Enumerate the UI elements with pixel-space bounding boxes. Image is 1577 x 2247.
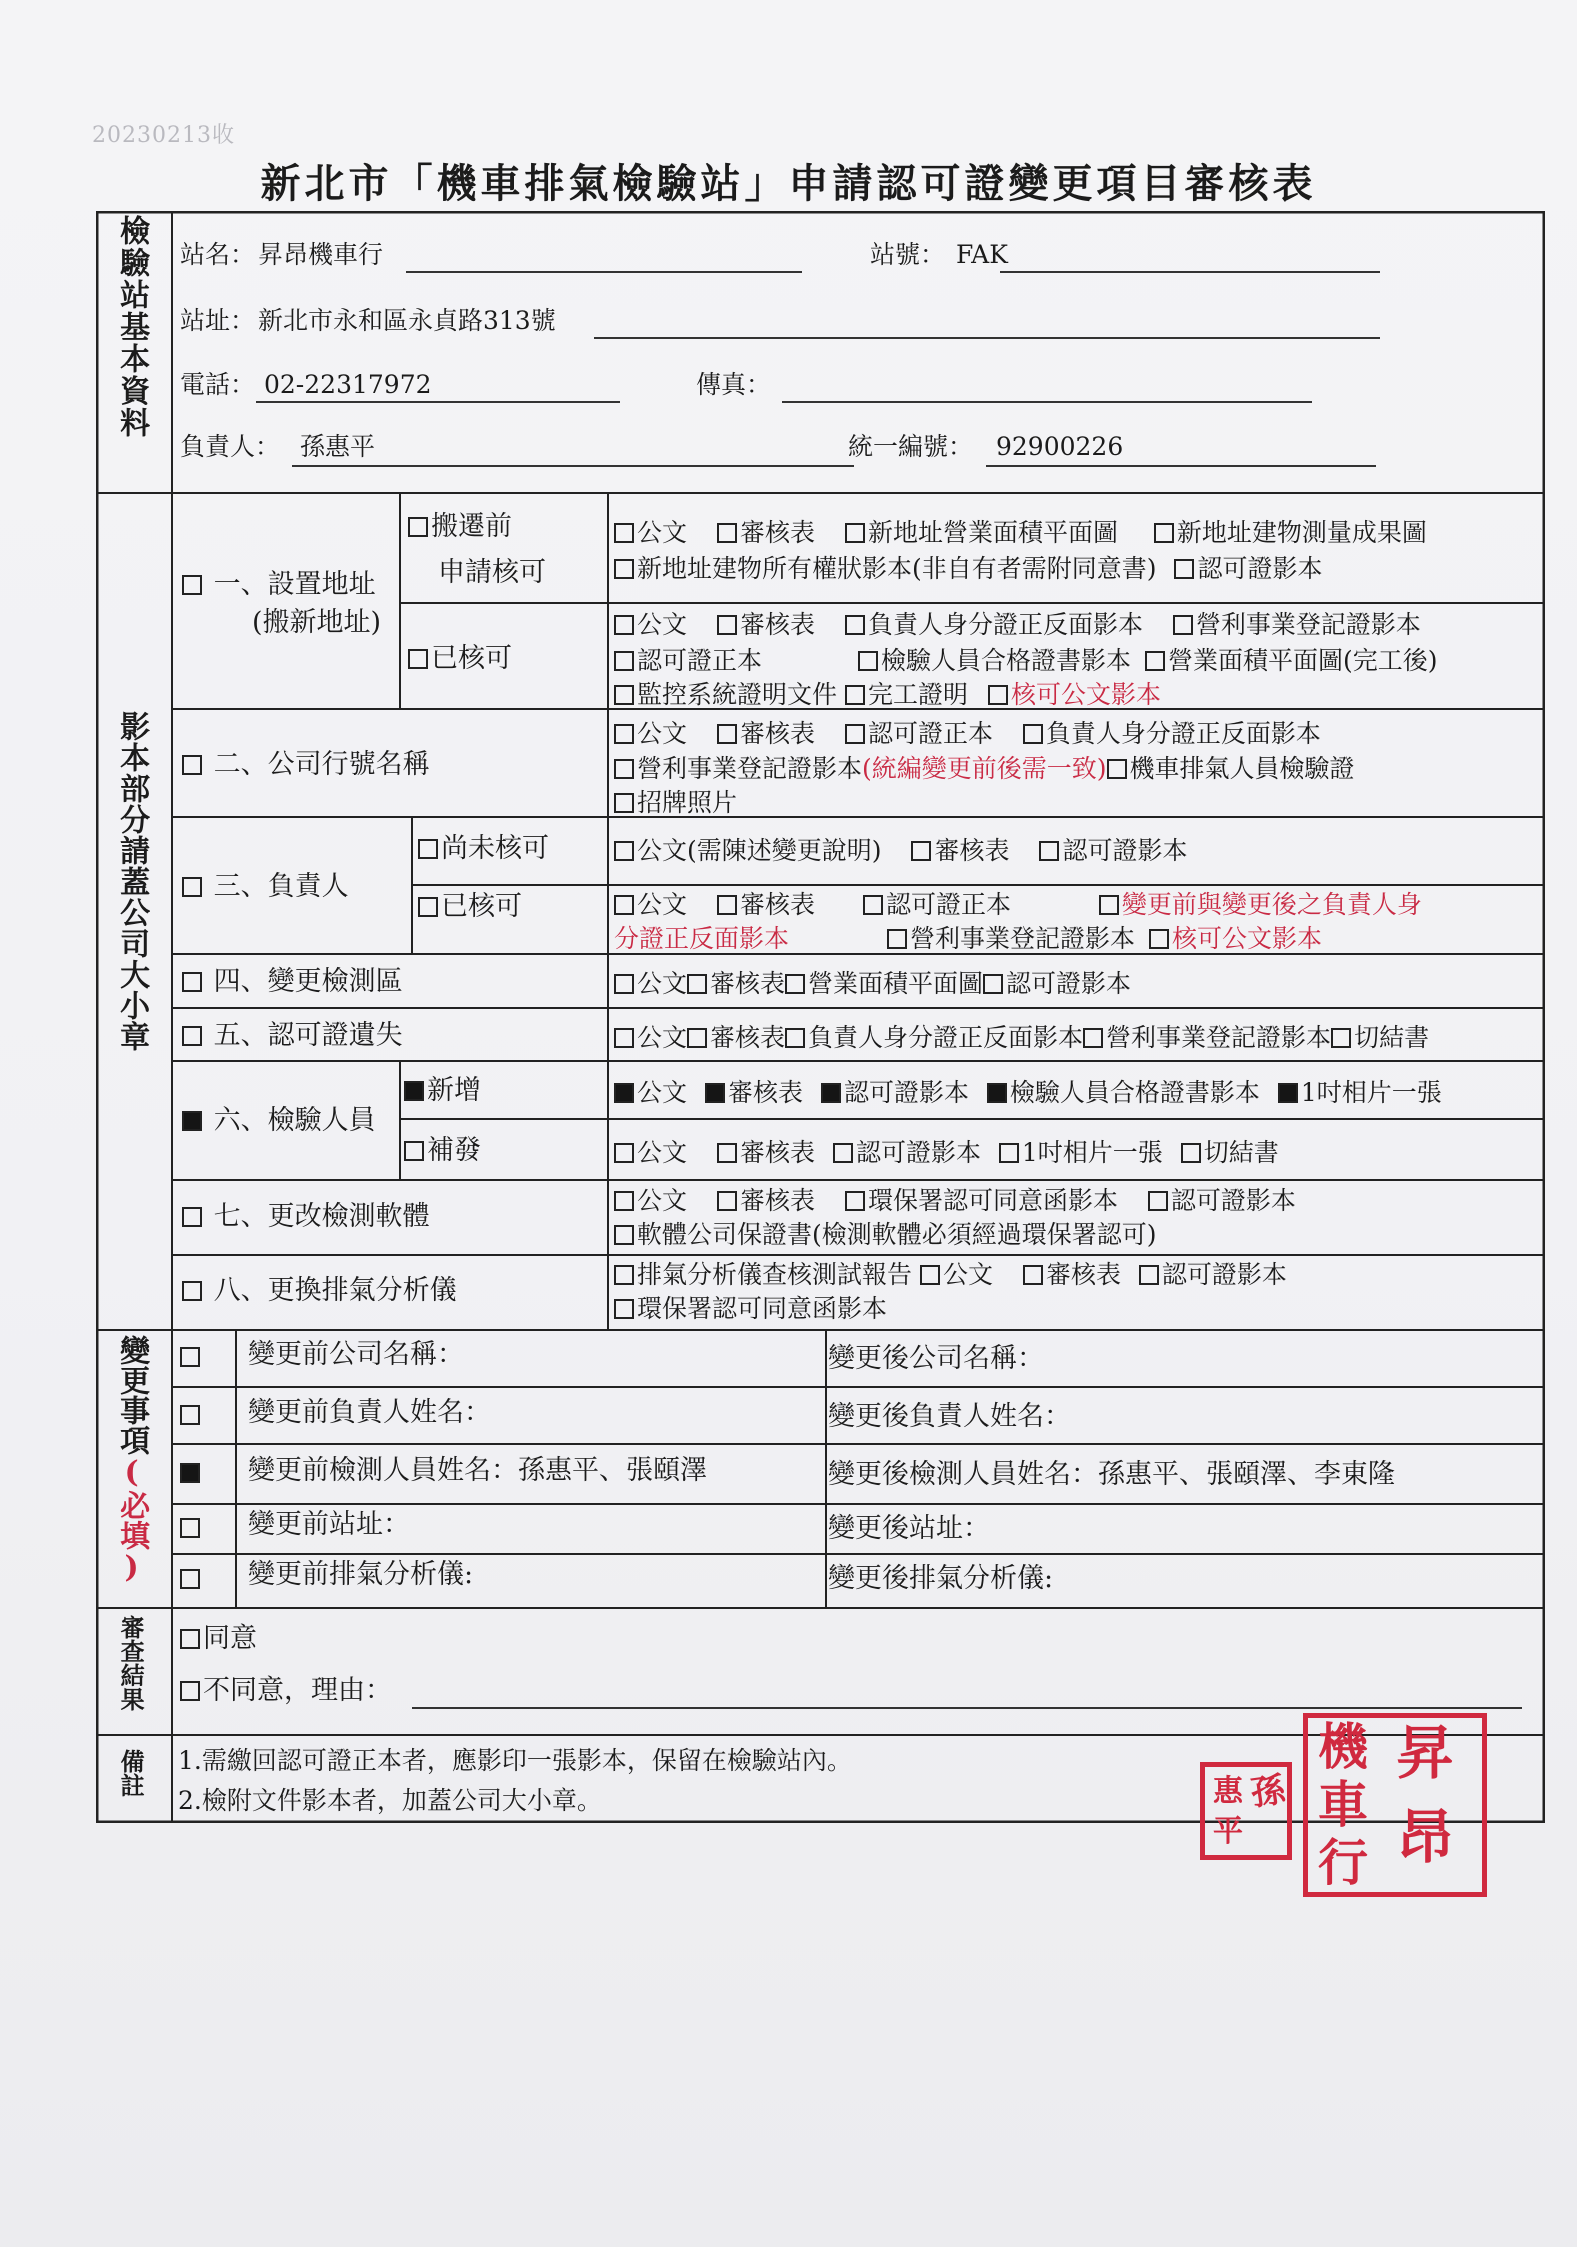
- doc-label: 公文: [637, 1186, 688, 1215]
- phone-underline: [256, 401, 620, 403]
- item1-sub-a-docs-line1: [614, 519, 1427, 548]
- item1-sub-b-checkbox[interactable]: [408, 649, 428, 669]
- station-name-label: 站名：: [180, 240, 256, 269]
- doc-checkbox[interactable]: [845, 1191, 865, 1211]
- doc-label: 審核表: [739, 719, 815, 748]
- item6-sub-a: [404, 1075, 481, 1106]
- item1-checkbox[interactable]: [182, 575, 202, 595]
- doc-label-red: 核可公文影本: [1010, 680, 1161, 709]
- change-row-analyzer: [180, 1563, 203, 1594]
- change-row-checkbox-checked[interactable]: [180, 1463, 200, 1483]
- doc-checkbox[interactable]: [785, 1028, 805, 1048]
- changes-required-text: (必填): [114, 1455, 150, 1585]
- item7-label: 七、更改檢測軟體: [213, 1201, 430, 1232]
- item7-docs-line1: [614, 1187, 1296, 1216]
- doc-label: 公文: [637, 890, 688, 919]
- basic-info-section-label: [114, 215, 154, 439]
- doc-label: 營利事業登記證影本: [1106, 1023, 1332, 1052]
- doc-label: 公文: [637, 719, 688, 748]
- doc-checkbox[interactable]: [687, 1028, 707, 1048]
- owner-underline: [292, 465, 854, 467]
- changes-required-word: 必填: [114, 1490, 150, 1550]
- reason-underline: [412, 1707, 1522, 1709]
- disagree-label: 不同意，理由：: [203, 1675, 392, 1706]
- item1-sub-a-docs-line2: [614, 555, 1322, 584]
- item7-checkbox[interactable]: [182, 1207, 202, 1227]
- doc-label: 營利事業登記證影本: [1195, 610, 1421, 639]
- doc-checkbox-checked[interactable]: [821, 1083, 841, 1103]
- item1-row: [182, 569, 376, 600]
- station-name-value[interactable]: 昇昂機車行: [258, 240, 384, 269]
- change-row-owner: [180, 1399, 203, 1430]
- item3-checkbox[interactable]: [182, 877, 202, 897]
- doc-checkbox[interactable]: [845, 615, 865, 635]
- doc-label: 認可證正本: [867, 719, 993, 748]
- doc-checkbox[interactable]: [999, 1143, 1019, 1163]
- doc-checkbox[interactable]: [833, 1143, 853, 1163]
- change-row-checkbox[interactable]: [180, 1405, 200, 1425]
- doc-label: 1吋相片一張: [1021, 1138, 1163, 1167]
- doc-checkbox[interactable]: [614, 974, 634, 994]
- doc-label: 營利事業登記證影本: [909, 924, 1135, 953]
- doc-checkbox[interactable]: [1023, 1265, 1043, 1285]
- item1-sub-a-label: 搬遷前: [431, 511, 512, 542]
- review-section-label: [116, 1615, 156, 1711]
- item8-docs-line2: [614, 1295, 887, 1324]
- notes-section-label: [116, 1749, 156, 1797]
- doc-label: 營業面積平面圖: [808, 969, 984, 998]
- doc-label: 營業面積平面圖(完工後): [1167, 646, 1438, 675]
- doc-checkbox-checked[interactable]: [705, 1083, 725, 1103]
- copies-section-text: 影本部分請蓋公司大小章: [114, 711, 150, 1052]
- item6-sub-b-docs: [614, 1139, 1279, 1168]
- doc-checkbox[interactable]: [614, 724, 634, 744]
- doc-label: 審核表: [739, 1186, 815, 1215]
- doc-checkbox[interactable]: [717, 895, 737, 915]
- item6-sub-b-checkbox[interactable]: [404, 1141, 424, 1161]
- doc-label: 認可證影本: [1161, 1260, 1287, 1289]
- doc-checkbox[interactable]: [1181, 1143, 1201, 1163]
- item3-sub-b-docs-line2: [614, 925, 1322, 954]
- station-name-underline: [406, 271, 802, 273]
- doc-checkbox[interactable]: [1145, 651, 1165, 671]
- change-after-owner: 變更後負責人姓名：: [828, 1401, 1071, 1432]
- doc-checkbox[interactable]: [1331, 1028, 1351, 1048]
- doc-checkbox[interactable]: [1023, 724, 1043, 744]
- phone-label: 電話：: [180, 370, 256, 399]
- item3-sub-b-docs-line1: [614, 891, 1422, 920]
- doc-checkbox[interactable]: [614, 685, 634, 705]
- doc-label: 公文: [637, 1023, 688, 1052]
- review-agree: [180, 1623, 257, 1654]
- doc-checkbox[interactable]: [614, 1265, 634, 1285]
- item1-sub-b-docs-line2: [614, 647, 1437, 676]
- notes-section-text: 備註: [116, 1749, 146, 1797]
- item4-checkbox[interactable]: [182, 972, 202, 992]
- review-form: [96, 211, 1545, 1823]
- item1-label2: (搬新地址): [252, 607, 382, 638]
- item2-docs-line1: [614, 720, 1321, 749]
- item5-label: 五、認可證遺失: [213, 1020, 403, 1051]
- owner-label: 負責人：: [180, 432, 281, 461]
- doc-checkbox[interactable]: [717, 523, 737, 543]
- item3-sub-b-checkbox[interactable]: [418, 897, 438, 917]
- item4-row: [182, 966, 403, 997]
- doc-label: 認可證正本: [637, 646, 763, 675]
- doc-checkbox[interactable]: [614, 523, 634, 543]
- doc-checkbox[interactable]: [1099, 895, 1119, 915]
- changes-section-label: [114, 1335, 154, 1585]
- doc-label: 公文: [637, 1138, 688, 1167]
- change-row-inspector: [180, 1457, 203, 1488]
- doc-label: 審核表: [739, 518, 815, 547]
- doc-checkbox[interactable]: [614, 895, 634, 915]
- doc-label: 認可證影本: [1170, 1186, 1296, 1215]
- item3-sub-b-label: 已核可: [441, 891, 522, 922]
- item1-label: 一、設置地址: [213, 569, 376, 600]
- form-title: 新北市「機車排氣檢驗站」申請認可證變更項目審核表: [260, 160, 1317, 207]
- doc-checkbox[interactable]: [687, 974, 707, 994]
- review-disagree: [180, 1675, 392, 1706]
- doc-label: 完工證明: [867, 680, 968, 709]
- doc-label: 認可證影本: [1197, 554, 1323, 583]
- doc-label: 公文: [637, 610, 688, 639]
- item5-docs: [614, 1024, 1429, 1053]
- doc-label: 公文: [637, 969, 688, 998]
- disagree-checkbox[interactable]: [180, 1681, 200, 1701]
- item1-sub-a: [408, 511, 512, 542]
- doc-label: 營利事業登記證影本: [637, 754, 863, 783]
- item8-checkbox[interactable]: [182, 1281, 202, 1301]
- item2-docs-line2: [614, 755, 1355, 784]
- doc-label: 機車排氣人員檢驗證: [1129, 754, 1355, 783]
- address-value[interactable]: 新北市永和區永貞路313號: [258, 306, 556, 335]
- doc-label: 切結書: [1203, 1138, 1279, 1167]
- doc-label: 認可證影本: [1006, 969, 1132, 998]
- item2-label: 二、公司行號名稱: [213, 749, 430, 780]
- doc-checkbox[interactable]: [614, 615, 634, 635]
- item6-checkbox-checked[interactable]: [182, 1111, 202, 1131]
- owner-value[interactable]: 孫惠平: [300, 432, 376, 461]
- change-row-checkbox[interactable]: [180, 1518, 200, 1538]
- change-row-company: [180, 1341, 203, 1372]
- doc-label: 審核表: [739, 610, 815, 639]
- doc-label: 檢驗人員合格證書影本: [1009, 1078, 1260, 1107]
- item3-sub-a-checkbox[interactable]: [418, 839, 438, 859]
- item1-sub-b-docs-line3: [614, 681, 1161, 710]
- tax-id-underline: [986, 465, 1376, 467]
- doc-checkbox[interactable]: [717, 1191, 737, 1211]
- review-section-text: 審查結果: [116, 1615, 146, 1711]
- item1-sub-b-docs-line1: [614, 611, 1421, 640]
- item6-sub-a-checkbox-checked[interactable]: [404, 1081, 424, 1101]
- change-before-owner: 變更前負責人姓名：: [248, 1397, 491, 1428]
- change-row-checkbox[interactable]: [180, 1569, 200, 1589]
- item4-docs: [614, 970, 1131, 999]
- doc-label-red: 變更前與變更後之負責人身: [1121, 890, 1422, 919]
- doc-checkbox[interactable]: [1139, 1265, 1159, 1285]
- doc-checkbox[interactable]: [717, 1143, 737, 1163]
- tax-id-label: 統一編號：: [848, 432, 974, 461]
- changes-section-text: 變更事項: [114, 1335, 150, 1455]
- doc-checkbox[interactable]: [920, 1265, 940, 1285]
- item8-docs-line1: [614, 1261, 1287, 1290]
- doc-label: 審核表: [739, 890, 815, 919]
- doc-checkbox-checked[interactable]: [987, 1083, 1007, 1103]
- doc-label: 認可證正本: [885, 890, 1011, 919]
- doc-checkbox[interactable]: [717, 724, 737, 744]
- change-row-address: [180, 1512, 203, 1543]
- item3-sub-a-docs: [614, 837, 1187, 866]
- doc-checkbox[interactable]: [785, 974, 805, 994]
- doc-label: 審核表: [739, 1138, 815, 1167]
- doc-checkbox[interactable]: [1174, 559, 1194, 579]
- person-seal-stamp: 孫 惠 平: [1200, 1762, 1292, 1860]
- station-no-underline: [1000, 271, 1380, 273]
- item5-row: [182, 1020, 403, 1051]
- doc-label: 審核表: [710, 1023, 786, 1052]
- doc-checkbox[interactable]: [983, 974, 1003, 994]
- item3-row: [182, 871, 349, 902]
- doc-label: 環保署認可同意函影本: [637, 1294, 888, 1323]
- doc-checkbox-checked[interactable]: [1278, 1083, 1298, 1103]
- change-after-company: 變更後公司名稱：: [828, 1343, 1044, 1374]
- doc-checkbox[interactable]: [717, 615, 737, 635]
- tax-id-value[interactable]: 92900226: [996, 432, 1124, 461]
- fax-label: 傳真：: [696, 370, 772, 399]
- change-row-checkbox[interactable]: [180, 1347, 200, 1367]
- fax-underline: [782, 401, 1312, 403]
- item2-checkbox[interactable]: [182, 755, 202, 775]
- address-underline: [594, 337, 1380, 339]
- item6-label: 六、檢驗人員: [213, 1105, 376, 1136]
- item2-docs-line3: [614, 789, 737, 818]
- doc-checkbox[interactable]: [845, 724, 865, 744]
- doc-label-red: 分證正反面影本: [614, 924, 790, 953]
- change-after-address: 變更後站址：: [828, 1513, 990, 1544]
- doc-label: 軟體公司保證書(檢測軟體必須經過環保署認可): [637, 1220, 1157, 1249]
- doc-checkbox[interactable]: [845, 685, 865, 705]
- item3-sub-a-label: 尚未核可: [441, 833, 549, 864]
- phone-value[interactable]: 02-22317972: [264, 370, 432, 399]
- doc-checkbox[interactable]: [1083, 1028, 1103, 1048]
- doc-label: 新地址建物測量成果圖: [1176, 518, 1427, 547]
- doc-label: 負責人身分證正反面影本: [867, 610, 1143, 639]
- doc-checkbox[interactable]: [614, 1028, 634, 1048]
- item6-sub-b-label: 補發: [427, 1135, 481, 1166]
- doc-label: 認可證影本: [1062, 836, 1188, 865]
- doc-checkbox[interactable]: [988, 685, 1008, 705]
- doc-label: 1吋相片一張: [1300, 1078, 1442, 1107]
- doc-label: 審核表: [727, 1078, 803, 1107]
- doc-checkbox[interactable]: [614, 793, 634, 813]
- item1-sub-a-checkbox[interactable]: [408, 517, 428, 537]
- doc-checkbox[interactable]: [1154, 523, 1174, 543]
- doc-label: 公文: [637, 518, 688, 547]
- item6-row: [182, 1105, 376, 1136]
- received-date-stamp: 20230213收: [92, 123, 235, 148]
- doc-label: 檢驗人員合格證書影本: [880, 646, 1131, 675]
- note-line-1: 1.需繳回認可證正本者，應影印一張影本，保留在檢驗站內。: [178, 1746, 852, 1775]
- change-before-address: 變更前站址：: [248, 1509, 410, 1540]
- doc-checkbox[interactable]: [1173, 615, 1193, 635]
- doc-note-red: (統編變更前後需一致): [862, 754, 1107, 783]
- doc-label: 審核表: [710, 969, 786, 998]
- doc-label: 認可證影本: [843, 1078, 969, 1107]
- address-label: 站址：: [180, 306, 256, 335]
- doc-checkbox[interactable]: [614, 1299, 634, 1319]
- doc-label: 新地址營業面積平面圖: [867, 518, 1118, 547]
- doc-label: 負責人身分證正反面影本: [1045, 719, 1321, 748]
- company-seal-stamp: 昇 昂 機 車 行: [1303, 1713, 1487, 1897]
- doc-checkbox[interactable]: [614, 651, 634, 671]
- agree-checkbox[interactable]: [180, 1629, 200, 1649]
- doc-label: 負責人身分證正反面影本: [808, 1023, 1084, 1052]
- doc-checkbox[interactable]: [1149, 929, 1169, 949]
- doc-checkbox[interactable]: [911, 841, 931, 861]
- doc-label: 新地址建物所有權狀影本(非自有者需附同意書): [637, 554, 1157, 583]
- doc-checkbox[interactable]: [1148, 1191, 1168, 1211]
- doc-checkbox[interactable]: [614, 841, 634, 861]
- doc-checkbox-checked[interactable]: [614, 1083, 634, 1103]
- item4-label: 四、變更檢測區: [213, 966, 403, 997]
- doc-checkbox[interactable]: [614, 1143, 634, 1163]
- item8-label: 八、更換排氣分析儀: [213, 1275, 457, 1306]
- station-no-value[interactable]: FAK: [956, 240, 1008, 269]
- doc-label: 審核表: [1045, 1260, 1121, 1289]
- doc-checkbox[interactable]: [845, 523, 865, 543]
- doc-checkbox[interactable]: [863, 895, 883, 915]
- doc-label-red: 核可公文影本: [1171, 924, 1322, 953]
- doc-label: 公文: [942, 1260, 993, 1289]
- item2-row: [182, 749, 430, 780]
- doc-checkbox[interactable]: [614, 559, 634, 579]
- item7-row: [182, 1201, 430, 1232]
- doc-checkbox[interactable]: [614, 759, 634, 779]
- item6-sub-b: [404, 1135, 481, 1166]
- item3-label: 三、負責人: [213, 871, 349, 902]
- copies-section-label: [114, 711, 154, 1052]
- doc-label: 認可證影本: [855, 1138, 981, 1167]
- doc-checkbox[interactable]: [858, 651, 878, 671]
- change-before-inspector: 變更前檢測人員姓名：孫惠平、張頤澤: [248, 1455, 707, 1486]
- doc-label: 招牌照片: [637, 788, 738, 817]
- doc-checkbox[interactable]: [614, 1191, 634, 1211]
- item8-row: [182, 1275, 457, 1306]
- doc-checkbox[interactable]: [887, 929, 907, 949]
- doc-checkbox[interactable]: [614, 1225, 634, 1245]
- station-no-label: 站號：: [870, 240, 946, 269]
- basic-info-section-text: 檢驗站基本資料: [114, 215, 150, 439]
- item6-sub-a-docs: [614, 1079, 1442, 1108]
- change-before-company: 變更前公司名稱：: [248, 1339, 464, 1370]
- item1-sub-a-label2: 申請核可: [438, 557, 546, 588]
- doc-label: 環保署認可同意函影本: [867, 1186, 1118, 1215]
- item7-docs-line2: [614, 1221, 1157, 1250]
- doc-label: 審核表: [934, 836, 1010, 865]
- doc-label: 公文: [637, 1078, 688, 1107]
- doc-label: 監控系統證明文件: [637, 680, 838, 709]
- change-before-analyzer: 變更前排氣分析儀:: [248, 1559, 474, 1590]
- item6-sub-a-label: 新增: [427, 1075, 481, 1106]
- item1-sub-b-label: 已核可: [431, 643, 512, 674]
- note-line-2: 2.檢附文件影本者，加蓋公司大小章。: [178, 1786, 602, 1815]
- item1-sub-b: [408, 643, 512, 674]
- change-after-inspector: 變更後檢測人員姓名：孫惠平、張頤澤、李東隆: [828, 1459, 1395, 1490]
- doc-checkbox[interactable]: [1039, 841, 1059, 861]
- doc-label: 排氣分析儀查核測試報告: [637, 1260, 913, 1289]
- agree-label: 同意: [203, 1623, 257, 1654]
- doc-checkbox[interactable]: [1107, 759, 1127, 779]
- doc-label: 切結書: [1354, 1023, 1430, 1052]
- change-after-analyzer: 變更後排氣分析儀:: [828, 1563, 1054, 1594]
- doc-label: 公文(需陳述變更說明): [637, 836, 882, 865]
- item3-sub-b: [418, 891, 522, 922]
- item5-checkbox[interactable]: [182, 1026, 202, 1046]
- item3-sub-a: [418, 833, 549, 864]
